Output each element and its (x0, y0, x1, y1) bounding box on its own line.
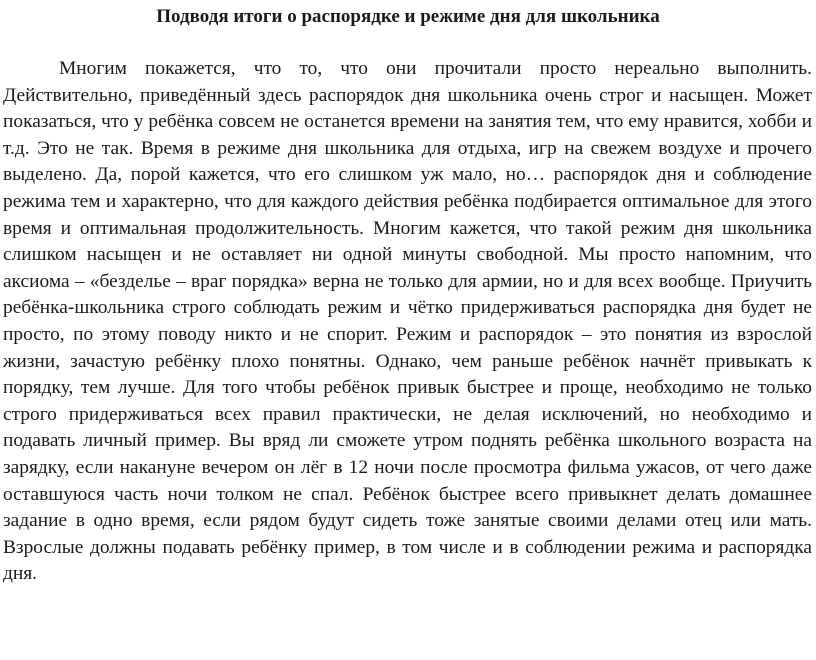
document-paragraph: Многим покажется, что то, что они прочитали просто нереально выполнить. Действительно, приведённый здесь распорядок дня школьника очень строг и насыщен. Может показаться, что у ребёнка совсем не останется времени на занятия тем, что ему нравится, хобби и т.д. Это не так. Время в режиме дня школьника для отдыха, игр на свежем воздухе и прочего выделено. Да, порой кажется, что его слишком уж мало, но… распорядок дня и соблюдение режима тем и характерно, что для каждого действия ребёнка подбирается оптимальное для этого время и оптимальная продолжительность. Многим кажется, что такой режим дня школьника слишком насыщен и не оставляет ни одной минуты свободной. Мы просто напомним, что аксиома – «безделье – враг порядка» верна не только для армии, но и для всех вообще. Приучить ребёнка-школьника строго соблюдать режим и чётко придерживаться распорядка дня будет не просто, по этому поводу никто и не спорит. Режим и распорядок – это понятия из взрослой жизни, зачастую ребёнку плохо понятны. Однако, чем раньше ребёнок начнёт привыкать к порядку, тем лучше. Для того чтобы ребёнок привык быстрее и проще, необходимо не только строго придерживаться всех правил практически, не делая исключений, но необходимо и подавать личный пример. Вы вряд ли сможете утром поднять ребёнка школьного возраста на зарядку, если накануне вечером он лёг в 12 ночи после просмотра фильма ужасов, от чего даже оставшуюся часть ночи толком не спал. Ребёнок быстрее всего привыкнет делать домашнее задание в одно время, если рядом будут сидеть тоже занятые своими делами отец или мать. Взрослые должны подавать ребёнку пример, в том числе и в соблюдении режима и распорядка дня. (3, 58, 812, 585)
document-title: Подводя итоги о распорядке и режиме дня для школьника (156, 6, 660, 27)
